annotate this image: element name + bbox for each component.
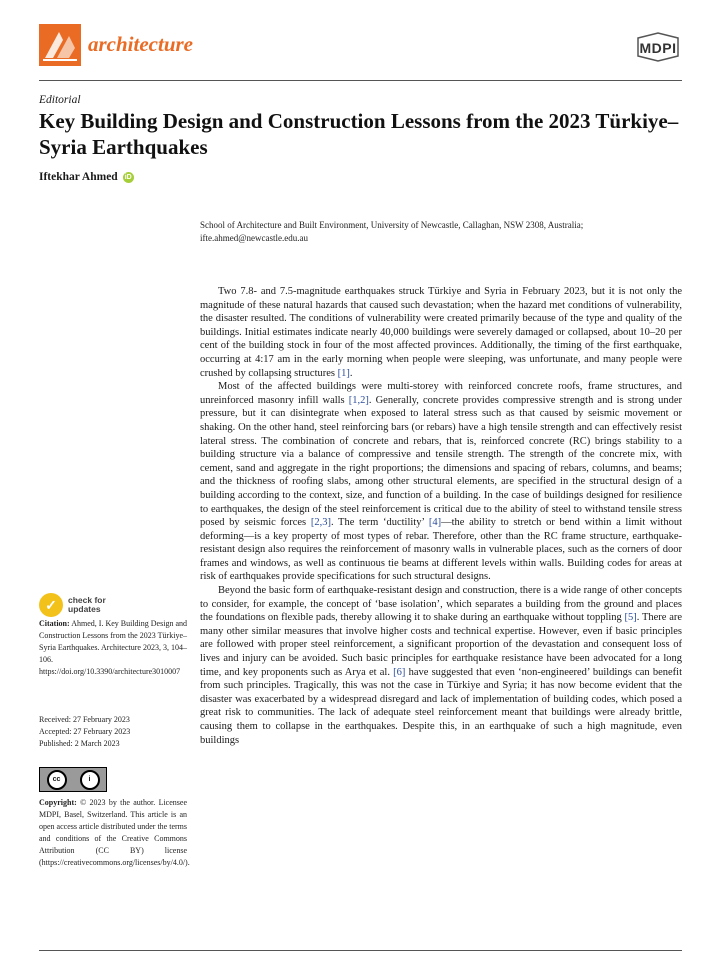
citation-text: Ahmed, I. Key Building Design and Construction Lessons from the 2023 Türkiye–Syria Earthquakes. Architecture 2023, 3, 104–106. https://doi.org/10.3390/architecture3010007 — [39, 619, 187, 676]
article-type: Editorial — [39, 94, 81, 106]
architecture-logo-icon — [39, 24, 81, 66]
citation-link[interactable]: [4] — [428, 517, 442, 529]
citation-label: Citation: — [39, 619, 70, 628]
citation-link[interactable]: [1,2] — [348, 394, 369, 406]
author-line — [39, 171, 134, 183]
citation-link[interactable]: [1] — [337, 367, 350, 379]
paragraph-3: Beyond the basic form of earthquake-resistant design and construction, there is a wide range of other concepts to consider, for example, the concept of ‘base isolation’, which separates a building from the ground and places the foundations on flexible pads, thereby allowing it to shake during an earthquake without toppling [5]. There are many other similar measures that involve higher costs and technical expertise. However, even if basic principles are followed with proper steel reinforcement, a significant proportion of the devastation and consequent loss of lives and injury can be avoided. Such basic principles for earthquake resistance have been advocated for a long time, and key proponents such as Arya et al. [6] have suggested that even ‘non-engineered’ buildings can benefit from such principles. Tragically, this was not the case in Türkiye and Syria; it has now become evident that the disaster was exacerbated by a widespread disregard and lack of implementation of building codes, which posed a great risk to communities. The lack of adequate steel reinforcement meant that buildings were already brittle, causing them to collapse in the earthquakes. Despite this, in an earthquake of such a high magnitude, even buildings — [200, 585, 683, 746]
received-date: Received: 27 February 2023 — [39, 715, 130, 724]
article-body — [200, 285, 682, 747]
cc-by-license-badge[interactable] — [39, 767, 107, 792]
copyright-label: Copyright: — [39, 798, 77, 807]
article-title: Key Building Design and Construction Lessons from the 2023 Türkiye–Syria Earthquakes — [39, 109, 679, 159]
citation-link[interactable]: [2,3] — [310, 517, 331, 529]
cc-icon: cc — [47, 770, 67, 790]
check-updates-line2: updates — [68, 604, 101, 614]
mdpi-logo — [634, 32, 682, 62]
copyright-text: © 2023 by the author. Licensee MDPI, Basel, Switzerland. This article is an open access article distributed under the terms and conditions of the Creative Commons Attribution (CC BY) license (https://creativecommons.org/licenses/by/4.0/). — [39, 798, 190, 867]
affiliation-block — [200, 219, 682, 245]
accepted-date: Accepted: 27 February 2023 — [39, 727, 131, 736]
dates-block — [39, 714, 187, 750]
citation-block — [39, 618, 187, 678]
check-updates-line1: check for — [68, 595, 106, 605]
citation-link[interactable]: [6] — [393, 666, 406, 678]
by-icon: i — [80, 770, 100, 790]
journal-name: architecture — [88, 32, 193, 56]
published-date: Published: 2 March 2023 — [39, 739, 120, 748]
header-divider — [39, 80, 682, 81]
orcid-icon[interactable]: iD — [124, 173, 132, 181]
affiliation-text: School of Architecture and Built Environment, University of Newcastle, Callaghan, NSW 2308, Australia; — [200, 220, 584, 230]
author-email[interactable]: ifte.ahmed@newcastle.edu.au — [200, 233, 308, 243]
paragraph-2: Most of the affected buildings were multi-storey with reinforced concrete roofs, frame structures, and unreinforced masonry infill walls [1,2]. Generally, concrete provides compressive strength and is strong under pressure, but it can disintegrate when exposed to lateral stress such as that caused by seismic movement or shaking. On the other hand, steel reinforcing bars (or rebars) have a high tensile strength and can effectively resist lateral stress. The combination of concrete and rebars, that is, reinforced concrete (RC) brings stability to a building structure via a balance of compressive and tensile strength. The strength of the concrete mix, with cement, sand and aggregate in the right proportions; the dimensions and spacing of rebars, columns, and beams; and the thickness of roofing slabs, among other structural elements, are specified in the structural design of a building according to the context, size, and function of a building. In the case of buildings designed for resilience to earthquakes, the design of the steel reinforcement is critical due to the ability of steel to withstand tensile stress posed by seismic forces [2,3]. The term ‘ductility’ [4]—the ability to stretch or bend within a limit without deforming—is a key property of most types of rebar. Therefore, other than the RC frame structure, earthquake-resistant design also requires the reinforcement of masonry walls in vulnerable places, such as the corners of door frames and windows, as well as continuous tie beams at different levels within walls. Building codes for areas at risk of earthquakes provide specifications for such structural designs. — [200, 381, 682, 583]
citation-link[interactable]: [5] — [624, 612, 637, 624]
publisher-name: MDPI — [639, 40, 677, 56]
footer-divider — [39, 950, 682, 951]
check-updates-icon: ✓ — [39, 593, 63, 617]
copyright-block — [39, 797, 190, 869]
paragraph-1: Two 7.8- and 7.5-magnitude earthquakes struck Türkiye and Syria in February 2023, but it is not only the magnitude of these natural hazards that caused such devastation; when the hazard met conditions of vulnerability, the disaster resulted. The conditions of vulnerability were created primarily because of the type and quality of the buildings. Initial estimates indicate nearly 40,000 buildings were severely damaged or collapsed, about 10–20 per cent of the building stock in four of the most affected provinces. Additionally, the timing of the first earthquake, occurring at 4:17 am in the early morning when people were sleeping, was unfortunate, and many people were crushed by collapsing structures [1]. — [200, 286, 682, 379]
check-updates-button[interactable] — [39, 593, 106, 617]
author-name: Iftekhar Ahmed — [39, 171, 118, 183]
